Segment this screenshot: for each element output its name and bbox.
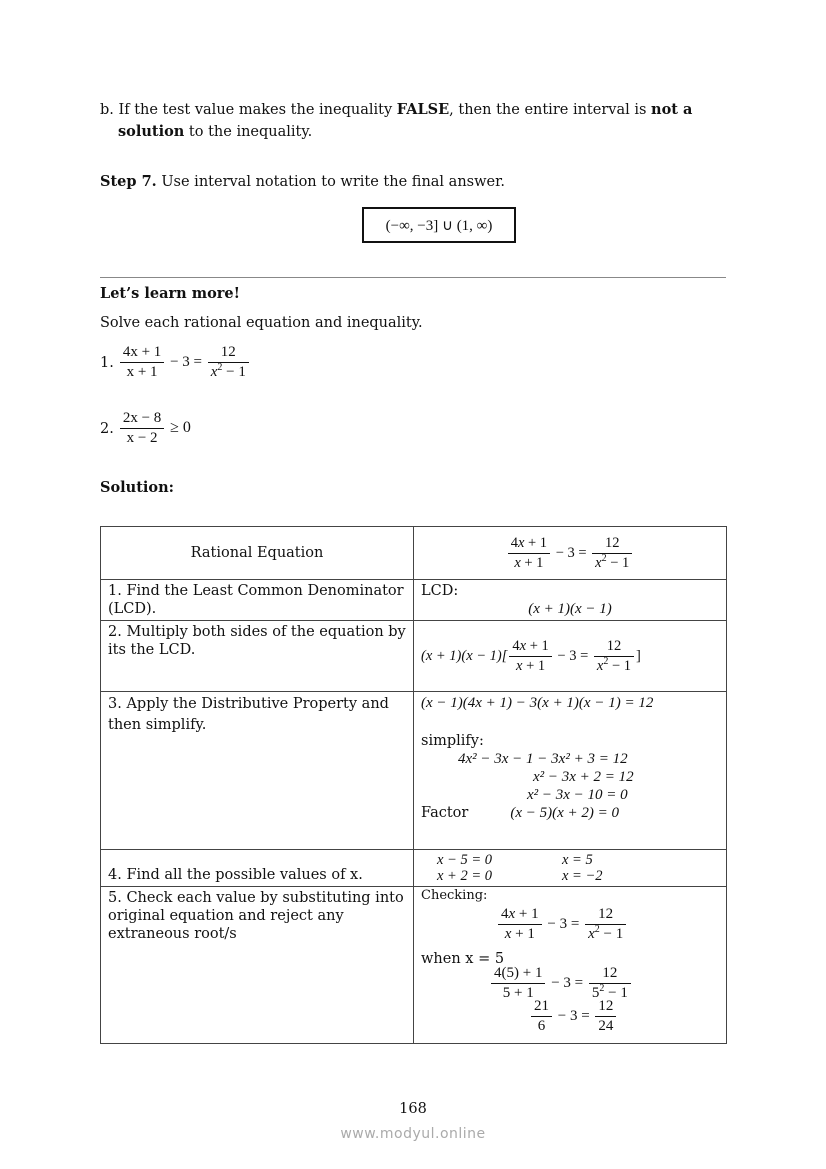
numerator: 4x + 1 [120,343,164,363]
text: to the inequality. [184,124,313,140]
numerator: 21 [531,997,552,1017]
item-b-paragraph [100,99,728,143]
relation: ≥ 0 [170,418,191,436]
simplify-step: x² − 3x − 10 = 0 [527,787,628,803]
header-equation: $\frac{4x + 1}{x + 1}$ − 3 = $\frac{12}{x^2 - 1}$ [414,527,727,580]
simplify-label: simplify: [421,733,484,749]
work-cell: (x + 1)(x − 1)[ $\frac{4x + 1}{x + 1}$ − 3 = $\frac{12}{x^2 - 1}$ ] [414,621,727,692]
section-divider [100,277,726,278]
table-row [101,850,727,887]
root: x = 5 [562,852,593,868]
step-text: 2. Multiply both sides of the equation by its the LCD. [101,621,414,692]
solution-heading [100,477,174,499]
exponent: 2 [599,983,605,994]
step-text: 3. Apply the Distributive Property and then simplify. [101,692,414,850]
exponent: 2 [217,362,223,373]
simplify-step: x² − 3x + 2 = 12 [533,769,634,785]
table-header-row [101,527,727,580]
fraction [120,409,164,448]
operator: − 3 = [170,353,202,370]
bracket: ] [636,647,641,664]
base: 5 [591,985,600,1001]
denominator: 24 [598,1018,614,1034]
heading-text: Solution: [100,479,174,496]
check-equation: $\frac{4x + 1}{x + 1}$ − 3 = $\frac{12}{x^2 - 1}$ [421,905,719,944]
final-answer-box [362,207,516,243]
factor-equation: x + 2 = 0 [437,868,493,884]
step7-text: Use interval notation to write the final answer. [156,174,506,190]
learn-more-heading [100,283,240,305]
step-text: 4. Find all the possible values of x. [101,850,414,887]
simplify-step: 4x² − 3x − 1 − 3x² + 3 = 12 [458,751,628,767]
distributed-equation: (x − 1)(4x + 1) − 3(x + 1)(x − 1) = 12 [421,695,654,711]
factored-equation: (x − 5)(x + 2) = 0 [510,805,620,821]
bold-not-a: not a [651,101,693,118]
table-row [101,887,727,1044]
header-label: Rational Equation [101,527,414,580]
lcd-multiplier: (x + 1)(x − 1)[ [421,647,508,664]
text: b. If the test value makes the inequality [100,102,397,118]
denominator: x + 1 [126,364,158,380]
heading-text: Let’s learn more! [100,285,240,302]
numerator: 12 [208,343,249,363]
work-cell [414,692,727,850]
fraction [208,343,249,382]
lcd-value: (x + 1)(x − 1) [528,601,612,617]
work-cell [414,887,727,1044]
simplified-check: $\frac{21}{6}$ − 3 = $\frac{12}{24}$ [421,997,719,1036]
watermark: www.modyul.online [340,1126,486,1142]
numerator: 12 [589,964,631,984]
when-x-equals-5: when x = 5 [421,951,505,967]
step-text: 1. Find the Least Common Denominator (LCD). [101,580,414,621]
root: x = −2 [562,868,603,884]
checking-label: Checking: [421,888,488,903]
table-row [101,692,727,850]
factor-label: Factor [421,805,469,821]
denominator: 6 [537,1018,546,1034]
numerator: 4(5) + 1 [491,964,545,984]
work-cell [414,580,727,621]
table-row [101,621,727,692]
page-number: 168 [399,1101,427,1117]
solution-table [100,526,727,1044]
bold-false: FALSE [396,101,450,118]
final-answer: (−∞, −3] ∪ (1, ∞) [385,217,493,234]
step-text: 5. Check each value by substituting into original equation and reject any extraneous root/s [101,887,414,1044]
denominator: 5 + 1 [502,985,534,1001]
instruction: Solve each rational equation and inequality. [100,315,423,331]
substituted-equation: $\frac{4(5) + 1}{5 + 1}$ − 3 = $\frac{12}{5^2 - 1}$ [421,964,719,1003]
problem-2 [100,409,191,448]
lcd-label: LCD: [421,583,459,599]
table-row [101,580,727,621]
tail: − 1 [222,364,246,380]
tail: − 1 [604,985,628,1001]
denominator: x − 2 [126,430,158,446]
numerator: 2x − 8 [120,409,164,429]
text: , then the entire interval is [449,102,652,118]
step7-label: Step 7. [100,173,157,190]
base: x [210,364,218,380]
bold-solution: solution [118,123,185,140]
factor-equation: x − 5 = 0 [437,852,493,868]
fraction [120,343,164,382]
step7-line [100,171,505,193]
work-cell [414,850,727,887]
problem-number: 2. [100,420,114,437]
denominator [208,363,249,382]
problem-number: 1. [100,354,114,371]
problem-1 [100,343,251,382]
numerator: 12 [595,997,616,1017]
